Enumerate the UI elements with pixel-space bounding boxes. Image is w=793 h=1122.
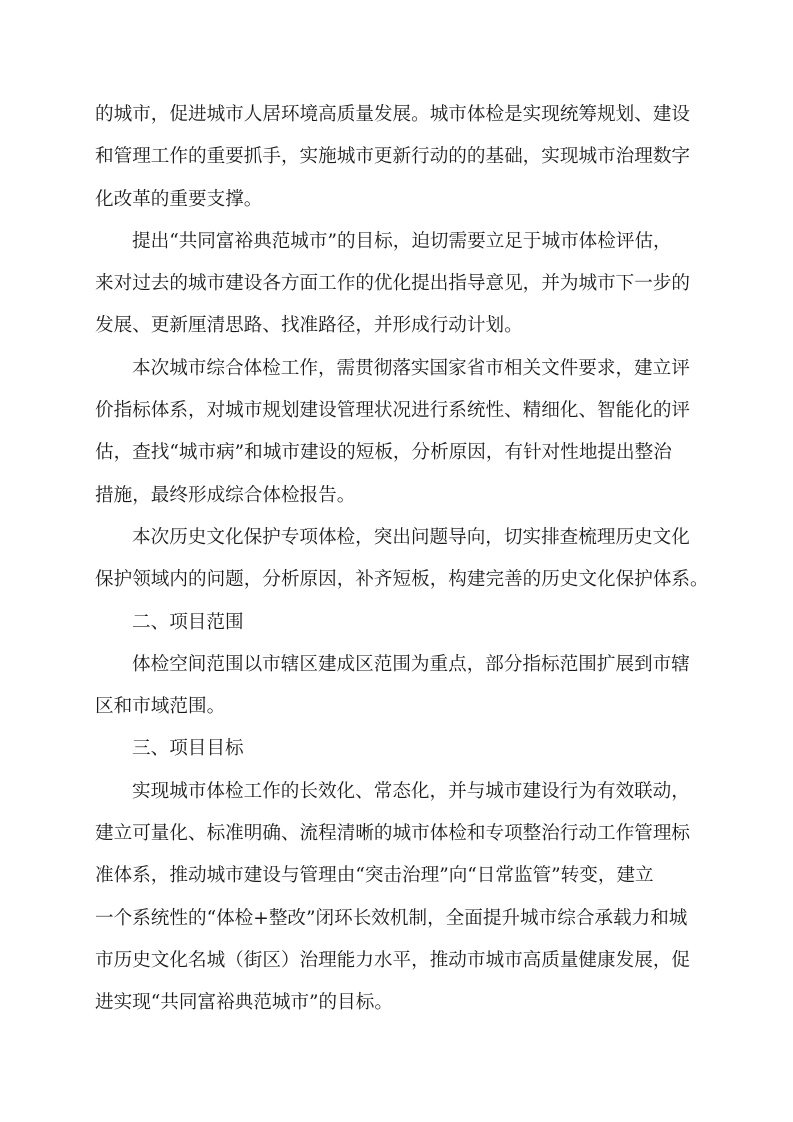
text-line: 体检空间范围以市辖区建成区范围为重点，部分指标范围扩展到市辖 [132, 653, 690, 675]
text-line: 的城市，促进城市人居环境高质量发展。城市体检是实现统筹规划、建设 [95, 104, 691, 125]
text-line: 措施，最终形成综合体检报告。 [95, 484, 356, 506]
text-line: 进实现“共同富裕典范城市”的目标。 [95, 992, 393, 1014]
section-heading-project-scope [95, 602, 694, 644]
text-line: 区和市域范围。 [95, 696, 226, 718]
text-line: 化改革的重要支撑。 [95, 188, 263, 210]
text-line: 保护领域内的问题，分析原因，补齐短板，构建完善的历史文化保护体系。 [95, 569, 709, 591]
paragraph-comprehensive-inspection [95, 348, 694, 517]
paragraph-goal-statement [95, 221, 694, 348]
heading-text: 三、项目目标 [132, 738, 244, 760]
text-line: 提出“共同富裕典范城市”的目标，迫切需要立足于城市体检评估， [132, 230, 672, 252]
paragraph-heritage-inspection [95, 517, 709, 602]
text-line: 建立可量化、标准明确、流程清晰的城市体检和专项整治行动工作管理标 [95, 823, 691, 845]
text-line: 市历史文化名城（街区）治理能力水平，推动市城市高质量健康发展，促 [95, 949, 691, 971]
text-line: 估，查找“城市病”和城市建设的短板，分析原因，有针对性地提出整治 [95, 442, 672, 464]
paragraph-project-scope [95, 644, 694, 729]
text-line: 来对过去的城市建设各方面工作的优化提出指导意见，并为城市下一步的 [95, 273, 691, 295]
text-line: 本次城市综合体检工作，需贯彻落实国家省市相关文件要求，建立评 [132, 357, 690, 379]
paragraph-project-goals [95, 771, 694, 1025]
heading-text: 二、项目范围 [132, 611, 244, 633]
text-line: 发展、更新厘清思路、找准路径，并形成行动计划。 [95, 315, 523, 337]
paragraph-intro-continuation [95, 94, 694, 221]
text-line: 和管理工作的重要抓手，实施城市更新行动的的基础，实现城市治理数字 [95, 146, 691, 168]
text-line: 本次历史文化保护专项体检，突出问题导向，切实排查梳理历史文化 [132, 526, 690, 548]
document-page [95, 94, 709, 1025]
text-line: 准体系，推动城市建设与管理由“突击治理”向“日常监管”转变，建立 [95, 865, 654, 887]
section-heading-project-goals [95, 728, 694, 770]
text-line: 价指标体系，对城市规划建设管理状况进行系统性、精细化、智能化的评 [95, 400, 691, 422]
text-line: 一个系统性的“体检+整改”闭环长效机制，全面提升城市综合承载力和城 [95, 907, 688, 929]
text-line: 实现城市体检工作的长效化、常态化，并与城市建设行为有效联动， [132, 780, 690, 802]
